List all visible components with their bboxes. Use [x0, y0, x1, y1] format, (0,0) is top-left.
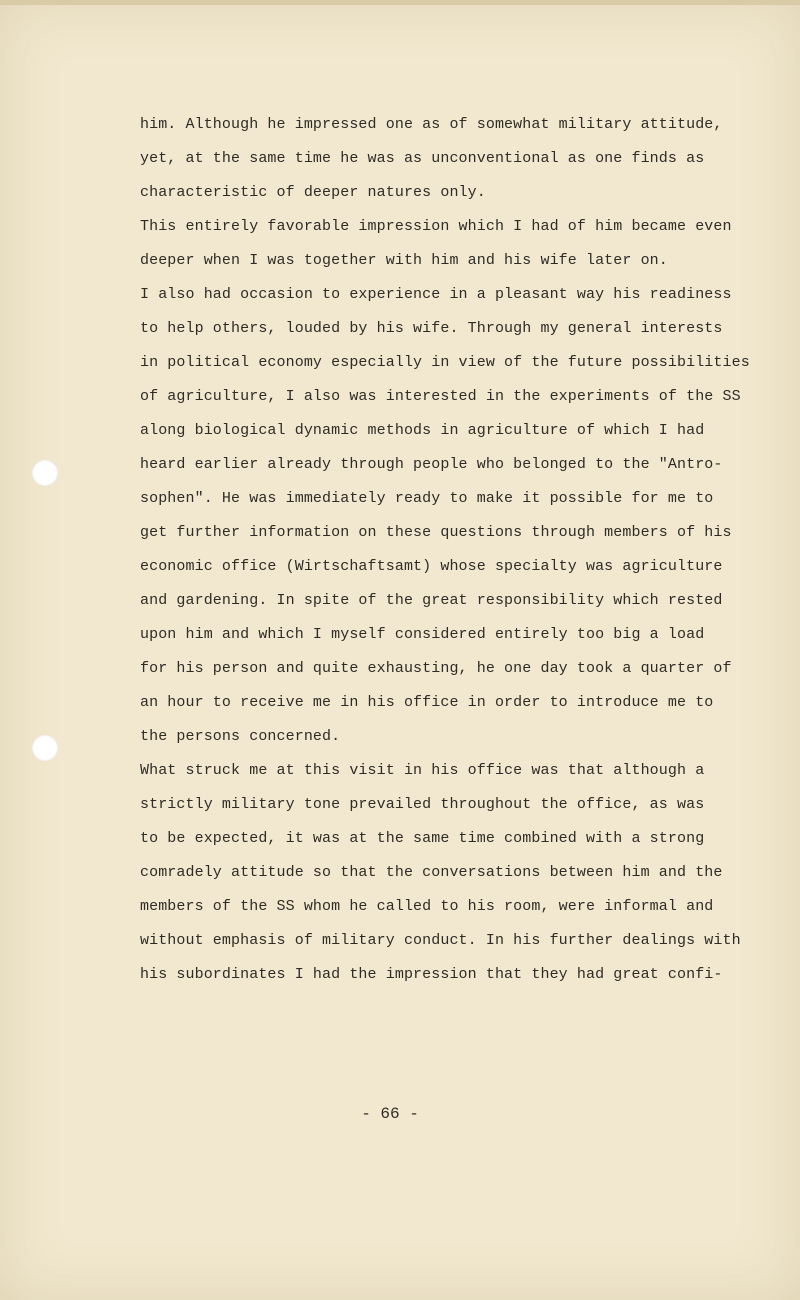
text-line: This entirely favorable impression which I had of him became even — [140, 218, 732, 235]
text-line: in political economy especially in view of the future possibilities — [140, 354, 750, 371]
body-text — [140, 108, 750, 992]
punch-hole — [32, 460, 58, 486]
text-line: the persons concerned. — [140, 728, 341, 745]
text-line: deeper when I was together with him and his wife later on. — [140, 252, 668, 269]
text-line: get further information on these questions through members of his — [140, 524, 732, 541]
text-line: for his person and quite exhausting, he one day took a quarter of — [140, 660, 732, 677]
text-line: without emphasis of military conduct. In his further dealings with — [140, 932, 741, 949]
page-top-edge — [0, 0, 800, 5]
text-line: yet, at the same time he was as unconventional as one finds as — [140, 150, 705, 167]
text-line: along biological dynamic methods in agriculture of which I had — [140, 422, 705, 439]
text-line: him. Although he impressed one as of somewhat military attitude, — [140, 116, 723, 133]
text-line: What struck me at this visit in his office was that although a — [140, 762, 705, 779]
text-line: comradely attitude so that the conversations between him and the — [140, 864, 723, 881]
page-number: - 66 - — [361, 1105, 419, 1123]
text-line: to be expected, it was at the same time combined with a strong — [140, 830, 705, 847]
text-line: strictly military tone prevailed throughout the office, as was — [140, 796, 705, 813]
text-line: upon him and which I myself considered entirely too big a load — [140, 626, 705, 643]
text-line: members of the SS whom he called to his room, were informal and — [140, 898, 714, 915]
text-line: of agriculture, I also was interested in the experiments of the SS — [140, 388, 741, 405]
text-line: his subordinates I had the impression that they had great confi- — [140, 966, 723, 983]
punch-hole — [32, 735, 58, 761]
text-line: characteristic of deeper natures only. — [140, 184, 486, 201]
text-line: an hour to receive me in his office in order to introduce me to — [140, 694, 714, 711]
text-line: to help others, louded by his wife. Through my general interests — [140, 320, 723, 337]
text-line: sophen". He was immediately ready to make it possible for me to — [140, 490, 714, 507]
text-line: economic office (Wirtschaftsamt) whose specialty was agriculture — [140, 558, 723, 575]
text-line: I also had occasion to experience in a pleasant way his readiness — [140, 286, 732, 303]
text-line: heard earlier already through people who belonged to the "Antro- — [140, 456, 723, 473]
text-line: and gardening. In spite of the great responsibility which rested — [140, 592, 723, 609]
